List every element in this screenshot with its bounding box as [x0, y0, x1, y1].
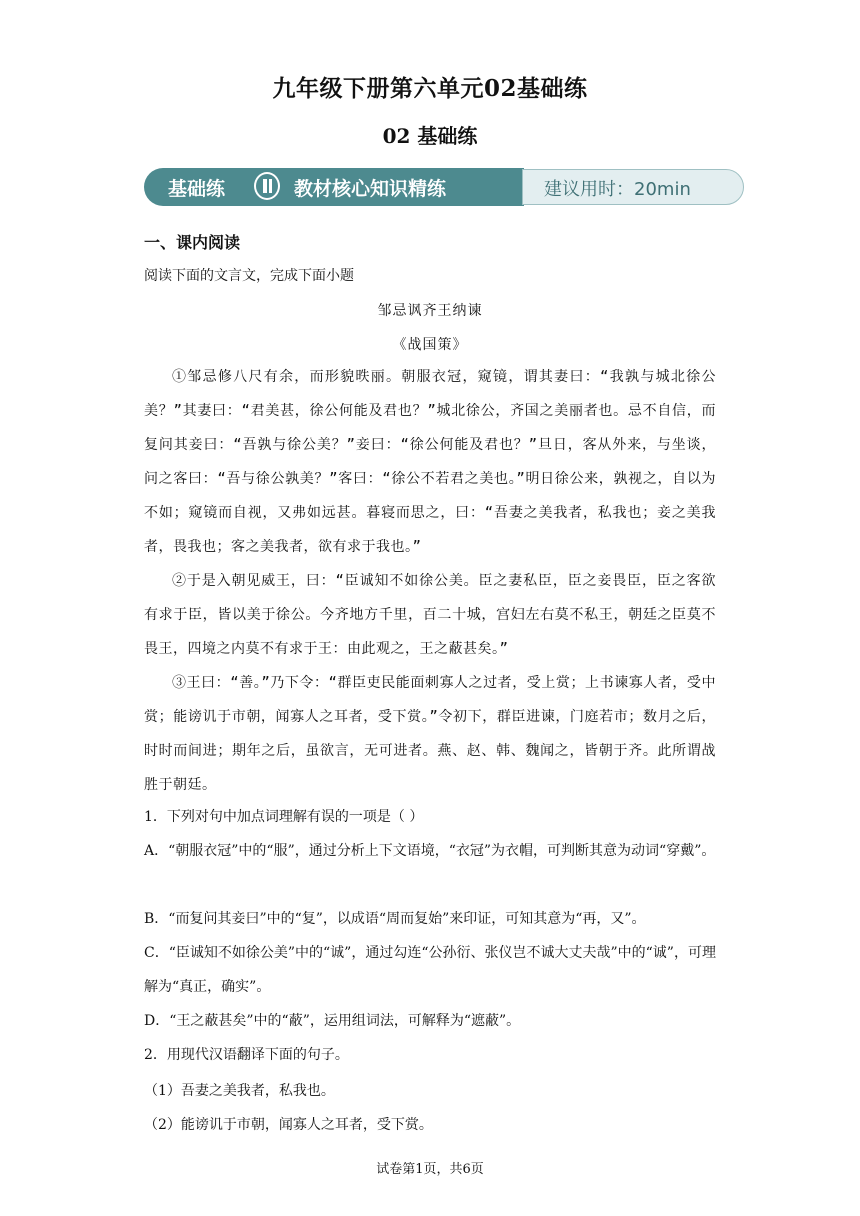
instruction-text: 阅读下面的文言文，完成下面小题 [144, 268, 354, 284]
question-2-stem: 2．用现代汉语翻译下面的句子。 [144, 1047, 349, 1063]
passage-source: 《战国策》 [392, 337, 468, 353]
paragraph-3: ③王曰：“善。”乃下令：“群臣吏民能面刺寡人之过者，受上赏；上书谏寡人者，受中赏；能谤讥于市朝，闻寡人之耳者，受下赏。”令初下，群臣进谏，门庭若市；数月之后，时时而间进；期年之后，虽欲言，无可进者。燕、赵、韩、魏闻之，皆朝于齐。此所谓战胜于朝廷。 [144, 675, 716, 793]
banner-label-core: 教材核心知识精练 [294, 178, 447, 200]
question-2-sentence-1: （1）吾妻之美我者，私我也。 [144, 1083, 335, 1099]
question-1-option-b: B．“而复问其妾曰”中的“复”，以成语“周而复始”来印证，可知其意为“再，又”。 [144, 911, 646, 927]
book-icon [254, 172, 280, 200]
page-footer: 试卷第1页，共6页 [376, 1162, 484, 1177]
paragraph-2: ②于是入朝见威王，曰：“臣诚知不如徐公美。臣之妻私臣，臣之妾畏臣，臣之客欲有求于臣，皆以美于徐公。今齐地方千里，百二十城，宫妇左右莫不私王，朝廷之臣莫不畏王，四境之内莫不有求于王：由此观之，王之蔽甚矣。” [144, 573, 716, 657]
banner-suggested-time: 建议用时：20min [544, 179, 691, 200]
banner-label-basic: 基础练 [168, 178, 226, 200]
passage-title: 邹忌讽齐王纳谏 [377, 303, 483, 319]
page-title: 九年级下册第六单元02基础练 [272, 75, 588, 102]
question-1-option-c: C．“臣诚知不如徐公美”中的“诚”，通过勾连“公孙衍、张仪岂不诚大丈夫哉”中的“诚”，可理解为“真正，确实”。 [144, 945, 716, 995]
question-1-option-d: D．“王之蔽甚矣”中的“蔽”，运用组词法，可解释为“遮蔽”。 [144, 1013, 521, 1029]
question-1-stem: 1．下列对句中加点词理解有误的一项是（ ） [144, 809, 424, 825]
section-banner [144, 168, 744, 206]
page-subtitle: 02 基础练 [382, 124, 478, 148]
paragraph-1: ①邹忌修八尺有余，而形貌昳丽。朝服衣冠，窥镜，谓其妻曰：“我孰与城北徐公美？”其妻曰：“君美甚，徐公何能及君也？”城北徐公，齐国之美丽者也。忌不自信，而复问其妾曰：“吾孰与徐公美？”妾曰：“徐公何能及君也？”旦日，客从外来，与坐谈，问之客曰：“吾与徐公孰美？”客曰：“徐公不若君之美也。”明日徐公来，孰视之，自以为不如；窥镜而自视，又弗如远甚。暮寝而思之，曰：“吾妻之美我者，私我也；妾之美我者，畏我也；客之美我者，欲有求于我也。” [144, 369, 716, 555]
question-1-option-a: A．“朝服衣冠”中的“服”，通过分析上下文语境，“衣冠”为衣帽，可判断其意为动词“穿戴”。 [144, 843, 716, 859]
section-heading: 一、课内阅读 [144, 233, 241, 252]
question-2-sentence-2: （2）能谤讥于市朝，闻寡人之耳者，受下赏。 [144, 1117, 433, 1133]
